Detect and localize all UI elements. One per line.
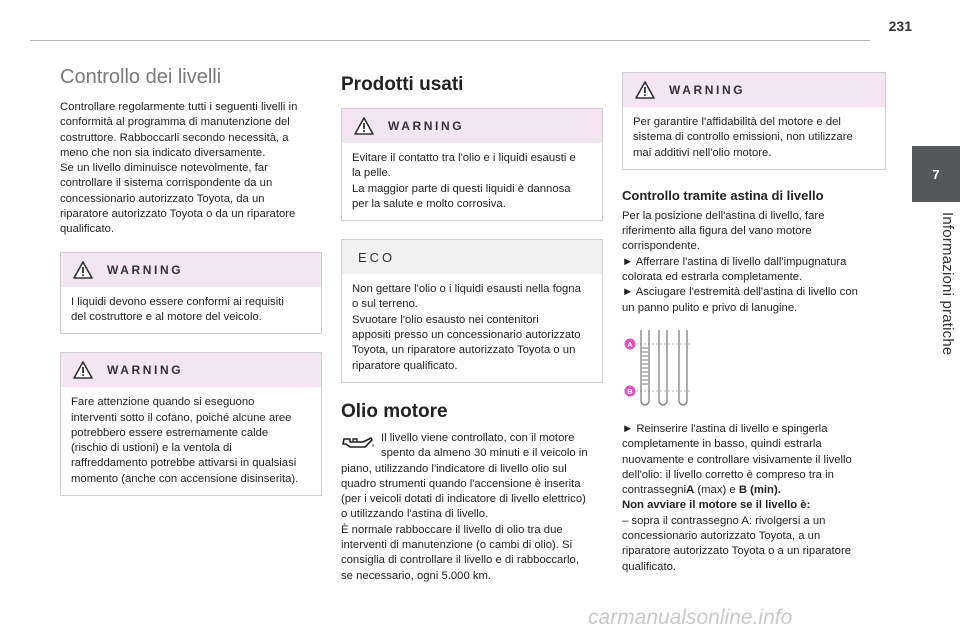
dipstick-paragraph: Per la posizione dell'astina di livello, fare riferimento alla figura del vano motore corrispondente. ► Afferrare l'astina di livello dall'impugnatura colorata ed estrarla completamente. ► Asciugare l'estremità dell'astina di livello con un panno pulito e privo di lanugine.: [622, 209, 858, 314]
warning-label: WARNING: [107, 262, 184, 277]
marker-a-label: A: [627, 339, 633, 349]
warning-header: [61, 353, 321, 387]
oil-paragraph: Il livello viene controllato, con il motore spento da almeno 30 minuti e il veicolo in piano, utilizzando l'indicatore di livello olio sul quadro strumenti quando l'accensione è inserita (per i veicoli dotati di indicatore di livello elettrico) o utilizzando l'astina di livello. È normale rabboccare il livello di olio tra due interventi di manutenzione (o cambi di olio). Si consiglia di controllare il livello e di rabboccarlo, se necessario, ogni 5.000 km.: [341, 431, 588, 582]
section-title-olio-motore: Olio motore: [341, 400, 448, 422]
oil-can-icon: [341, 433, 375, 453]
chapter-tab[interactable]: 7: [912, 146, 960, 202]
chapter-title: Informazioni pratiche: [939, 212, 956, 356]
check-paragraph: ► Reinserire l'astina di livello e spingerla completamente in basso, quindi estrarla nuovamente e controllare visivamente il livello dell'olio: il livello corretto è compreso tra in contrassegniA (max) e B (min). Non avviare il motore se il livello è: – sopra il contrassegno A: rivolgersi a un concessionario autorizzato Toyota, a un riparatore autorizzato Toyota o a un riparatore qualificato.: [622, 422, 886, 575]
marks-line: contrassegniA (max) e B (min).: [622, 484, 781, 497]
column-3: [622, 72, 886, 575]
eco-label: ECO: [358, 249, 396, 265]
marker-b-label: B: [627, 386, 633, 396]
warning-box-additives: [622, 72, 886, 170]
section-title-prodotti: Prodotti usati: [341, 74, 464, 95]
warning-triangle-icon: [354, 117, 374, 135]
top-rule: [30, 40, 870, 41]
warning-label: WARNING: [388, 119, 465, 133]
intro-paragraph: Controllare regolarmente tutti i seguenti livelli in conformità al programma di manutenzione del costruttore. Rabboccarli secondo necessità, a meno che non sia indicato diversamente. Se un livello diminuisce notevolmente, far controllare il sistema corrispondente da un concessionario autorizzato Toyota, da un riparatore autorizzato Toyota o da un riparatore qualificato.: [60, 101, 298, 236]
warning-box-liquids: [60, 252, 322, 335]
warning-label: WARNING: [669, 83, 746, 97]
section-title-livelli: Controllo dei livelli: [60, 66, 222, 88]
column-2: [341, 66, 603, 584]
warning-triangle-icon: [73, 261, 93, 279]
warning-label: WARNING: [107, 363, 184, 378]
eco-header: [342, 240, 602, 274]
warning-header: [61, 253, 321, 287]
warning-text: Per garantire l'affidabilità del motore e del sistema di controllo emissioni, non utilizzare mai additivi nell'olio motore.: [633, 116, 853, 159]
eco-box: [341, 239, 603, 383]
column-1: [60, 66, 322, 514]
warning-header: [342, 109, 602, 143]
dipstick-figure: [622, 328, 712, 412]
watermark: carmanualsonline.info: [588, 606, 793, 629]
warning-box-hot-areas: [60, 352, 322, 496]
warning-text: Fare attenzione quando si eseguono interventi sotto il cofano, poiché alcune aree potrebbero essere estremamente calde (rischio di ustioni) e la ventola di raffreddamento potrebbe attivarsi in qualsiasi momento (anche con accensione disinserita).: [71, 396, 299, 485]
warning-text: Evitare il contatto tra l'olio e i liquidi esausti e la pelle. La maggior parte di questi liquidi è dannosa per la salute e molto corrosiva.: [352, 152, 576, 210]
warning-text: I liquidi devono essere conformi ai requisiti del costruttore e al motore del veicolo.: [71, 295, 284, 323]
no-start-warning: Non avviare il motore se il livello è:: [622, 499, 811, 512]
warning-box-skin: [341, 108, 603, 221]
warning-triangle-icon: [635, 81, 655, 99]
eco-text: Non gettare l'olio o i liquidi esausti nella fogna o sul terreno. Svuotare l'olio esausto nei contenitori appositi presso un concessionario autorizzato Toyota, un riparatore autorizzato Toyota o un riparatore qualificato.: [352, 283, 581, 372]
section-title-astina: Controllo tramite astina di livello: [622, 187, 824, 203]
page-number: 231: [888, 18, 912, 34]
warning-triangle-icon: [73, 361, 93, 379]
warning-header: [623, 73, 885, 107]
